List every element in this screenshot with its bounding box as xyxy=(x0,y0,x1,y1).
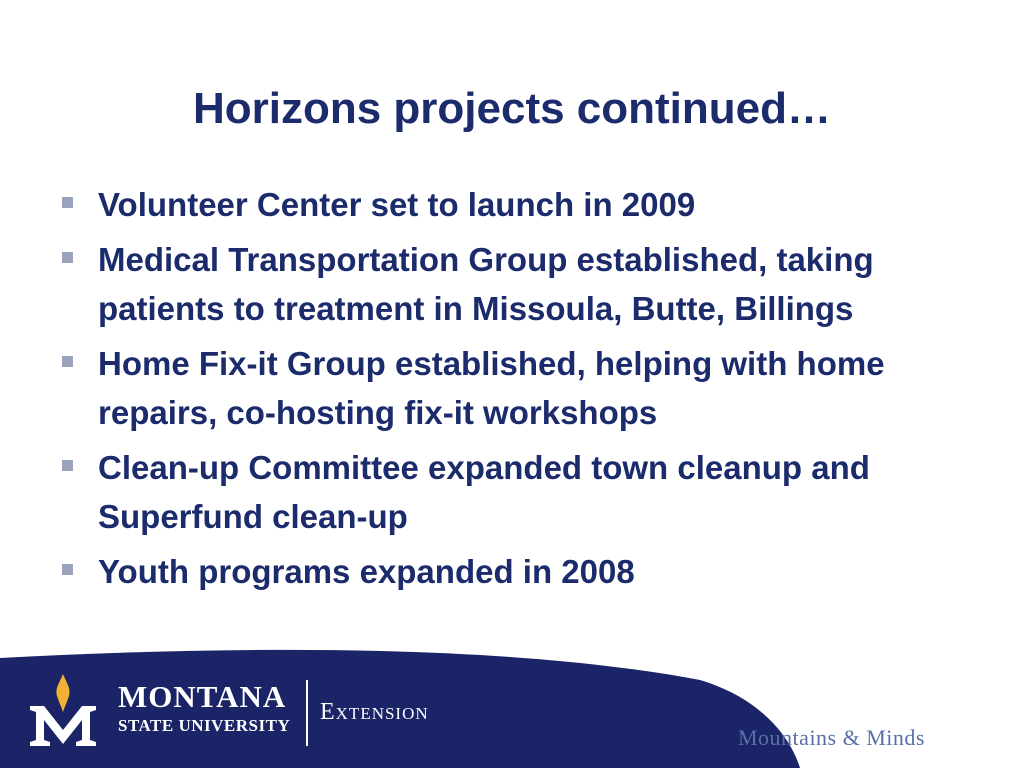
bullet-item xyxy=(60,339,960,437)
square-bullet-icon xyxy=(62,252,73,263)
bullet-text: Medical Transportation Group established, taking patients to treatment in Missoula, Butte, Billings xyxy=(98,241,874,327)
square-bullet-icon xyxy=(62,564,73,575)
msu-m-logo-icon xyxy=(22,672,104,752)
bullet-item xyxy=(60,235,960,333)
bullet-text: Volunteer Center set to launch in 2009 xyxy=(98,186,696,223)
bullet-item xyxy=(60,443,960,541)
bullet-text: Home Fix-it Group established, helping with home repairs, co-hosting fix-it workshops xyxy=(98,345,885,431)
square-bullet-icon xyxy=(62,197,73,208)
square-bullet-icon xyxy=(62,356,73,367)
tagline: Mountains & Minds xyxy=(738,725,925,750)
brand-extension: Extension xyxy=(320,699,429,725)
square-bullet-icon xyxy=(62,460,73,471)
bullet-text: Youth programs expanded in 2008 xyxy=(98,553,635,590)
bullet-item xyxy=(60,180,960,229)
brand-subtitle: STATE UNIVERSITY xyxy=(118,716,291,735)
bullet-text: Clean-up Committee expanded town cleanup and Superfund clean-up xyxy=(98,449,870,535)
bullet-list xyxy=(60,180,960,602)
slide-title: Horizons projects continued… xyxy=(192,84,832,133)
brand-divider xyxy=(306,680,308,746)
bullet-item xyxy=(60,547,960,596)
brand-name: MONTANA xyxy=(118,679,287,714)
